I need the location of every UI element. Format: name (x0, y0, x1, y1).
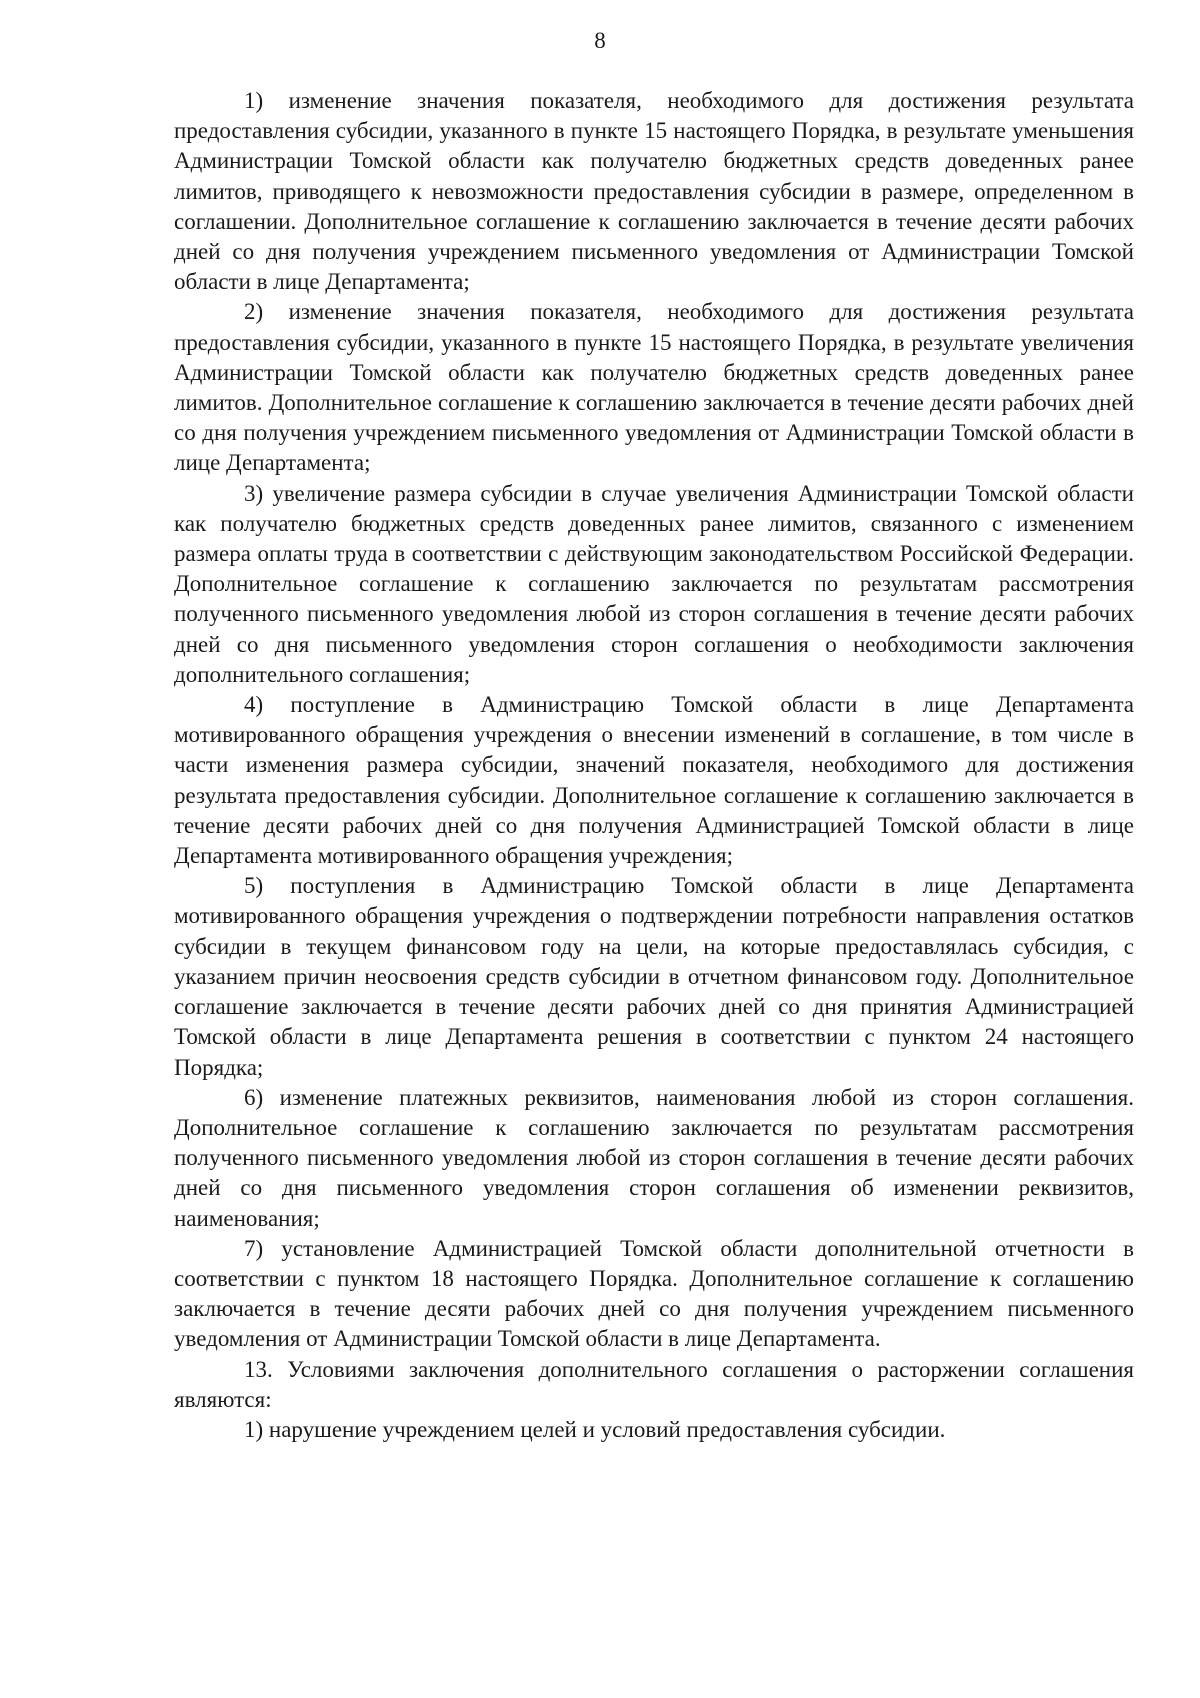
paragraph-item-7: 7) установление Администрацией Томской области дополнительной отчетности в соответствии с пунктом 18 настоящего Порядка. Дополнительное соглашение к соглашению заключается в течение десяти рабочих дней со дня получения учреждением письменного уведомления от Администрации Томской области в лице Департамента. (174, 1235, 1134, 1352)
paragraph-item-5: 5) поступления в Администрацию Томской области в лице Департамента мотивированного обращения учреждения о подтверждении потребности направления остатков субсидии в текущем финансовом году на цели, на которые предоставлялась субсидия, с указанием причин неосвоения средств субсидии в отчетном финансовом году. Дополнительное соглашение заключается в течение десяти рабочих дней со дня принятия Администрацией Томской области в лице Департамента решения в соответствии с пунктом 24 настоящего Порядка; (174, 873, 1134, 1080)
paragraph-item-6: 6) изменение платежных реквизитов, наименования любой из сторон соглашения. Дополнительное соглашение к соглашению заключается по результатам рассмотрения полученного письменного уведомления любой из сторон соглашения в течение десяти рабочих дней со дня письменного уведомления сторон соглашения об изменении реквизитов, наименования; (174, 1084, 1134, 1231)
paragraph-section-13-item-1: 1) нарушение учреждением целей и условий предоставления субсидии. (244, 1416, 946, 1442)
document-body (174, 86, 1134, 1445)
paragraph-section-13: 13. Условиями заключения дополнительного соглашения о расторжении соглашения являются: (174, 1356, 1134, 1412)
paragraph-item-2: 2) изменение значения показателя, необходимого для достижения результата предоставления субсидии, указанного в пункте 15 настоящего Порядка, в результате увеличения Администрации Томской области как получателю бюджетных средств доведенных ранее лимитов. Дополнительное соглашение к соглашению заключается в течение десяти рабочих дней со дня получения учреждением письменного уведомления от Администрации Томской области в лице Департамента; (174, 299, 1134, 476)
paragraph-item-1: 1) изменение значения показателя, необходимого для достижения результата предоставления субсидии, указанного в пункте 15 настоящего Порядка, в результате уменьшения Администрации Томской области как получателю бюджетных средств доведенных ранее лимитов, приводящего к невозможности предоставления субсидии в размере, определенном в соглашении. Дополнительное соглашение к соглашению заключается в течение десяти рабочих дней со дня получения учреждением письменного уведомления от Администрации Томской области в лице Департамента; (174, 88, 1134, 295)
paragraph-item-4: 4) поступление в Администрацию Томской области в лице Департамента мотивированного обращения учреждения о внесении изменений в соглашение, в том числе в части изменения размера субсидии, значений показателя, необходимого для достижения результата предоставления субсидии. Дополнительное соглашение к соглашению заключается в течение десяти рабочих дней со дня получения Администрацией Томской области в лице Департамента мотивированного обращения учреждения; (174, 692, 1134, 869)
page-number: 8 (594, 28, 606, 53)
paragraph-item-3: 3) увеличение размера субсидии в случае увеличения Администрации Томской области как получателю бюджетных средств доведенных ранее лимитов, связанного с изменением размера оплаты труда в соответствии с действующим законодательством Российской Федерации. Дополнительное соглашение к соглашению заключается по результатам рассмотрения полученного письменного уведомления любой из сторон соглашения в течение десяти рабочих дней со дня письменного уведомления сторон соглашения о необходимости заключения дополнительного соглашения; (174, 480, 1134, 687)
